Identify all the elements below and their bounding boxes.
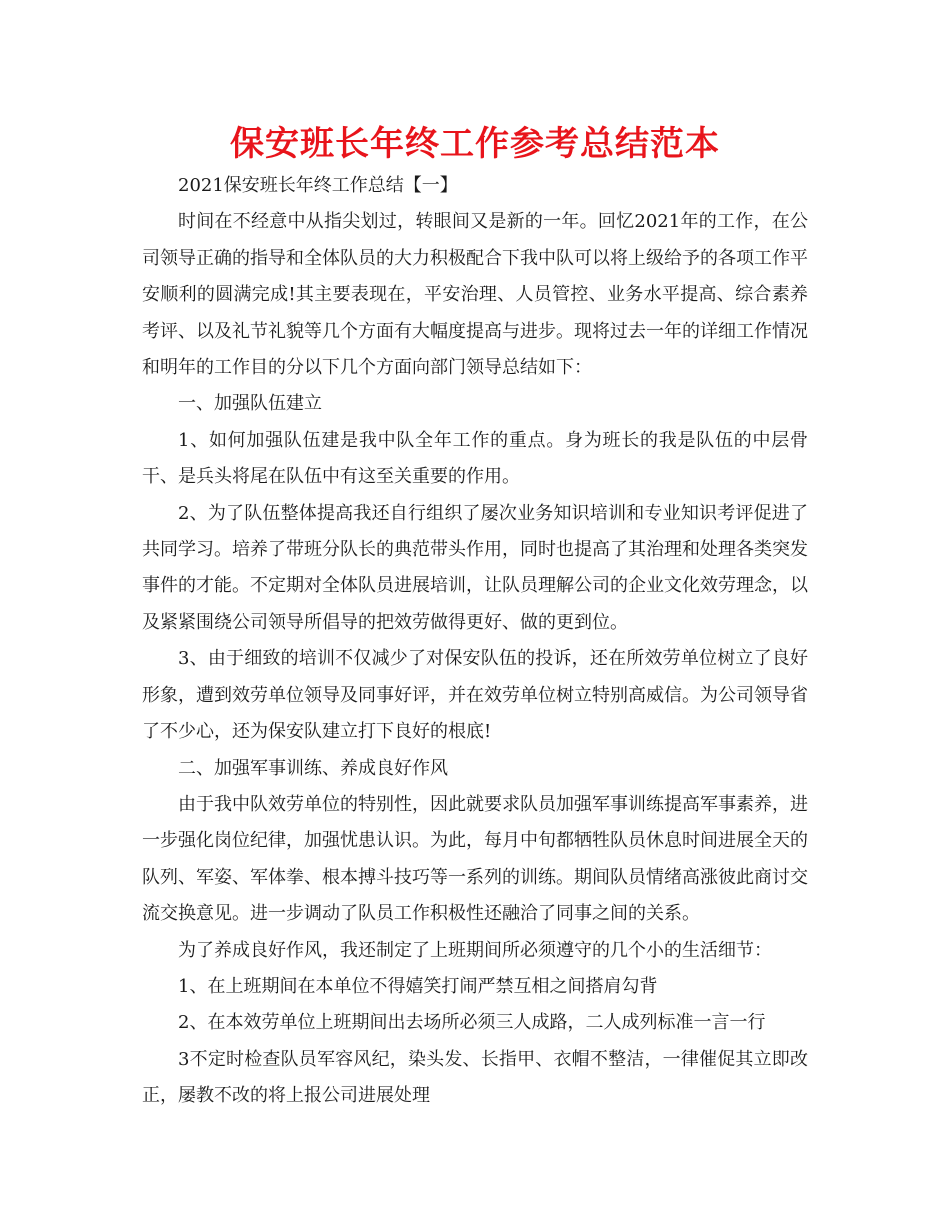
paragraph-rule-1: 1、在上班期间在本单位不得嬉笑打闹严禁互相之间搭肩勾背 (178, 975, 658, 997)
document-body (142, 168, 808, 1115)
paragraph-item-2: 2、为了队伍整体提高我还自行组织了屡次业务知识培训和专业知识考评促进了共同学习。培养了带班分队长的典范带头作用，同时也提高了其治理和处理各类突发事件的才能。不定期对全体队员进展培训，让队员理解公司的企业文化效劳理念，以及紧紧围绕公司领导所倡导的把效劳做得更好、做的更到位。 (142, 502, 808, 633)
paragraph-rules-intro: 为了养成良好作风，我还制定了上班期间所必须遵守的几个小的生活细节： (178, 939, 772, 961)
paragraph-intro: 时间在不经意中从指尖划过，转眼间又是新的一年。回忆2021年的工作，在公司领导正确的指导和全体队员的大力积极配合下我中队可以将上级给予的各项工作平安顺利的圆满完成!其主要表现在，平安治理、人员管控、业务水平提高、综合素养考评、以及礼节礼貌等几个方面有大幅度提高与进步。现将过去一年的详细工作情况和明年的工作目的分以下几个方面向部门领导总结如下： (142, 211, 808, 379)
paragraph-item-3: 3、由于细致的培训不仅减少了对保安队伍的投诉，还在所效劳单位树立了良好形象，遭到效劳单位领导及同事好评，并在效劳单位树立特别高威信。为公司领导省了不少心，还为保安队建立打下良好的根底! (142, 648, 808, 743)
paragraph-item-1: 1、如何加强队伍建是我中队全年工作的重点。身为班长的我是队伍的中层骨干、是兵头将尾在队伍中有这至关重要的作用。 (142, 429, 808, 488)
paragraph-rule-2: 2、在本效劳单位上班期间出去场所必须三人成路，二人成列标准一言一行 (178, 1012, 766, 1034)
document-title: 保安班长年终工作参考总结范本 (230, 124, 720, 164)
paragraph-heading-1: 一、加强队伍建立 (178, 393, 322, 415)
paragraph-heading-2: 二、加强军事训练、养成良好作风 (178, 757, 448, 779)
paragraph-section-heading: 2021保安班长年终工作总结【一】 (178, 175, 458, 196)
paragraph-rule-3: 3不定时检查队员军容风纪，染头发、长指甲、衣帽不整洁，一律催促其立即改正，屡教不改的将上报公司进展处理 (142, 1048, 808, 1107)
paragraph-training: 由于我中队效劳单位的特别性，因此就要求队员加强军事训练提高军事素养，进一步强化岗位纪律，加强忧患认识。为此，每月中旬都牺牲队员休息时间进展全天的队列、军姿、军体拳、根本搏斗技巧等一系列的训练。期间队员情绪高涨彼此商讨交流交换意见。进一步调动了队员工作积极性还融洽了同事之间的关系。 (142, 793, 808, 925)
